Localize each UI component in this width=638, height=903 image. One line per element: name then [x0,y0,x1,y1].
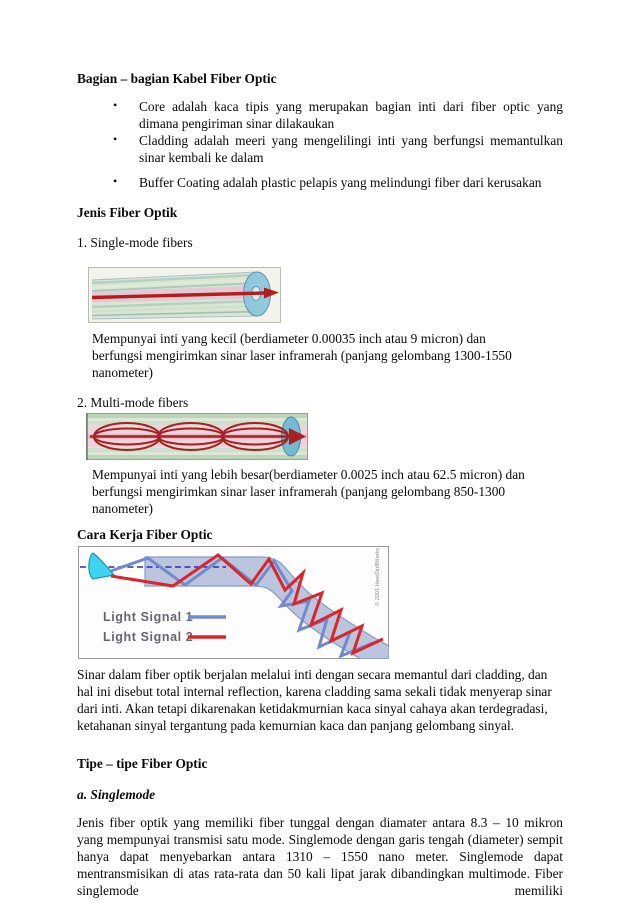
legend-label-signal-2: Light Signal 2 [103,630,194,644]
heading-tipe: Tipe – tipe Fiber Optic [77,756,208,771]
bullet-text-buffer: Buffer Coating adalah plastic pelapis yang melindungi fiber dari kerusakan [139,175,542,190]
paragraph-singlemode: Jenis fiber optik yang memiliki fiber tunggal dengan diamater antara 8.3 – 10 mikron yang mempunyai transmisi satu mode. Singlemode dengan garis tengah (diameter) sempit hanya dapat menyebarkan antara 1310 – 1550 nano meter. Singlemode dapat mentransmisikan di atas rata-rata dan 50 kali lipat jarak dibandingkan multimode. Fiber singlemode memiliki [77,815,563,898]
heading-jenis: Jenis Fiber Optik [77,205,178,220]
heading-bagian: Bagian – bagian Kabel Fiber Optic [77,71,277,86]
bullet-item-buffer [77,174,563,191]
bullet-text-core: Core adalah kaca tipis yang merupakan bagian inti dari fiber optic yang dimana pengiriman sinar dilakaukan [139,99,563,131]
caption-singlemode: Mempunyai inti yang kecil (berdiameter 0.00035 inch atau 9 micron) dan berfungsi mengirimkan sinar laser inframerah (panjang gelombang 1300-1550 nanometer) [92,331,512,380]
multimode-fiber-illustration [86,413,308,460]
figure-multimode-fiber [86,413,563,460]
caption-multimode: Mempunyai inti yang lebih besar(berdiameter 0.0025 inch atau 62.5 micron) dan berfungsi mengirimkan sinar laser inframerah (panjang gelombang 850-1300 nanometer) [92,467,525,516]
subheading-singlemode: a. Singlemode [77,787,156,802]
bullet-list [77,98,563,191]
heading-cara-kerja: Cara Kerja Fiber Optic [77,527,213,542]
light-signal-diagram [78,546,389,659]
singlemode-fiber-illustration [88,267,281,323]
document-content [77,70,563,899]
bullet-text-cladding: Cladding adalah meeri yang mengelilingi inti yang berfungsi memantulkan sinar kembali ke dalam [139,133,563,165]
bullet-icon: • [113,98,118,112]
paragraph-cara-kerja: Sinar dalam fiber optik berjalan melalui inti dengan secara memantul dari cladding, dan hal ini disebut total internal reflection, karena cladding sama sekali tidak menyerap sinar dari inti. Akan tetapi dikarenakan ketidakmurnian kaca sinyal cahaya akan terdegradasi, ketahanan sinyal tergantung pada kemurnian kaca dan panjang gelombang sinyal. [77,667,552,733]
figure-light-signals [78,546,563,659]
bullet-item-core [77,98,563,132]
label-multimode: 2. Multi-mode fibers [77,395,189,410]
bullet-icon: • [113,174,118,188]
bullet-item-cladding [77,132,563,166]
copyright-credit: © 2001 HowStuffWorks [375,547,381,606]
figure-singlemode-fiber [88,267,563,323]
legend-label-signal-1: Light Signal 1 [103,610,194,624]
label-singlemode: 1. Single-mode fibers [77,235,193,250]
bullet-icon: • [113,132,118,146]
